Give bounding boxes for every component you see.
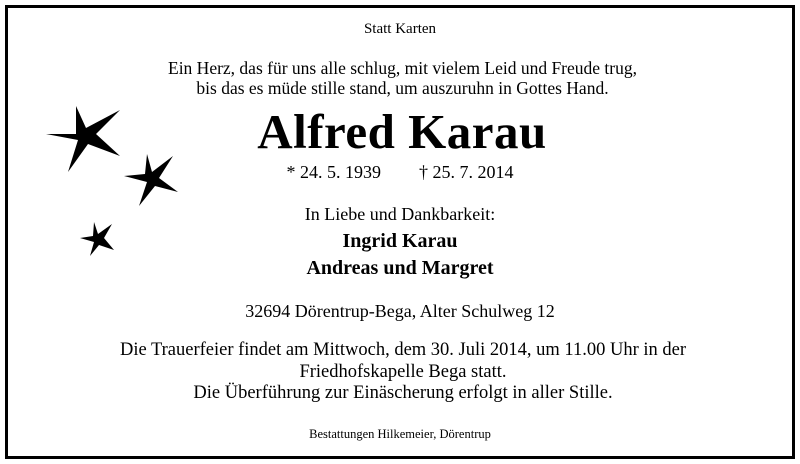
memorial-verse	[0, 58, 800, 98]
mourner-name: Ingrid Karau	[342, 230, 458, 252]
funeral-info	[0, 340, 800, 405]
mourners-list	[0, 228, 800, 282]
mourners-intro: In Liebe und Dankbarkeit:	[304, 204, 496, 224]
undertaker-credit: Bestattungen Hilkemeier, Dörentrup	[309, 427, 491, 441]
verse-line: bis das es müde stille stand, um auszuruhn in Gottes Hand.	[196, 78, 609, 98]
death-date: † 25. 7. 2014	[419, 162, 514, 182]
deceased-name: Alfred Karau	[257, 104, 547, 159]
header-text: Statt Karten	[363, 21, 437, 37]
verse-line: Ein Herz, das für uns alle schlug, mit vielem Leid und Freude trug,	[168, 58, 637, 78]
funeral-line: Die Trauerfeier findet am Mittwoch, dem 30. Juli 2014, um 11.00 Uhr in der	[119, 340, 687, 360]
birth-date: * 24. 5. 1939	[286, 162, 381, 182]
family-address: 32694 Dörentrup-Bega, Alter Schulweg 12	[245, 301, 555, 321]
mourner-name: Andreas und Margret	[306, 257, 494, 279]
funeral-line: Friedhofskapelle Bega statt.	[299, 361, 507, 382]
life-dates	[0, 161, 800, 183]
funeral-line: Die Überführung zur Einäscherung erfolgt in aller Stille.	[193, 383, 613, 403]
